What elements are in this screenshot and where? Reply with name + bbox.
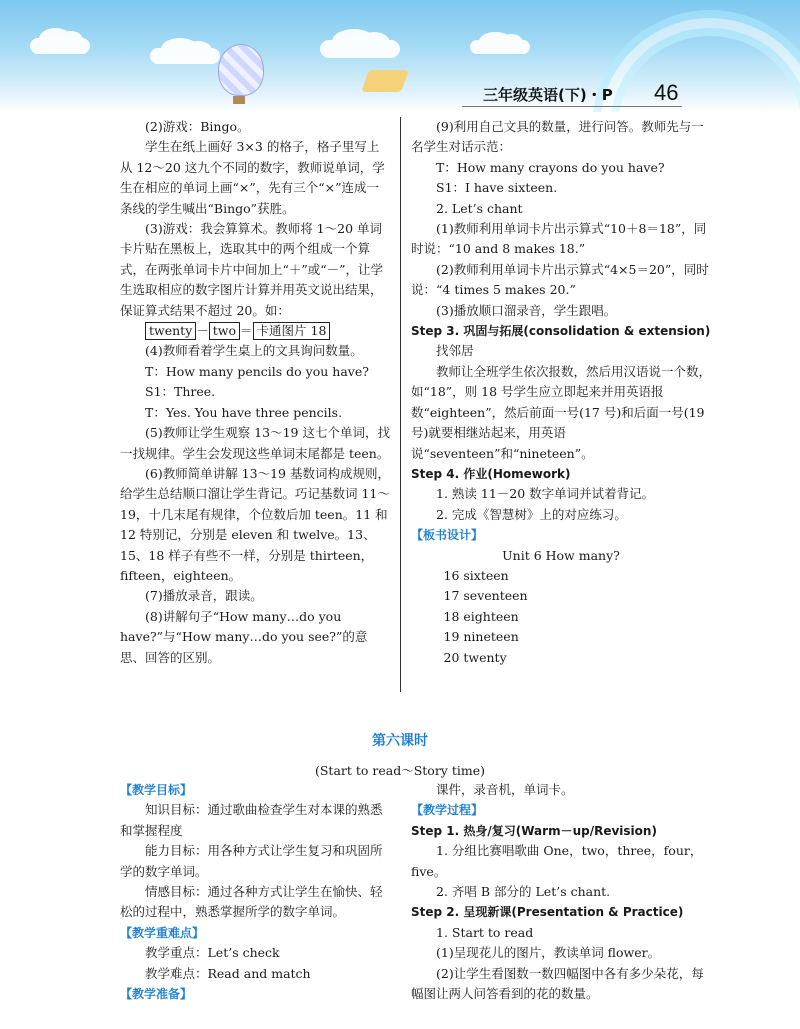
paragraph: (2)让学生看图数一数四幅图中各有多少朵花，每幅图让两人问答看到的花的数量。 [411,965,704,1002]
paragraph: (9)利用自己文具的数量，进行问答。教师先与一名学生对话示范： [411,119,704,155]
hot-air-balloon-icon [218,44,264,96]
board-word: 19 nineteen [443,629,519,645]
paragraph: 能力目标：用各种方式让学生复习和巩固所学的数字单词。 [120,843,383,879]
section-tag-process: 【教学过程】 [411,803,484,818]
picture-card-18: 卡通图片 18 [253,322,331,340]
paragraph: 课件，录音机，单词卡。 [436,782,574,797]
minus-sign: － [196,323,209,339]
section-tag-board-design: 【板书设计】 [411,528,484,543]
section-tag-key-points: 【教学重难点】 [120,925,205,940]
paragraph: 2. 齐唱 B 部分的 Let’s chant. [436,884,611,900]
paragraph: 1. 分组比赛唱歌曲 One，two，three，four，five。 [411,843,703,879]
right-column [411,117,711,668]
step-heading: Step 2. 呈现新课(Presentation & Practice) [411,905,684,920]
cloud-decoration [470,40,530,54]
page-number: 46 [654,80,679,105]
header-banner [0,0,800,112]
bottom-left-column [120,780,390,1004]
bottom-right-column [411,780,711,1004]
board-title: Unit 6 How many? [502,547,620,563]
dialogue-line: S1：Three. [145,384,216,400]
section-tag-objectives: 【教学目标】 [120,783,193,797]
paragraph: (2)教师利用单词卡片出示算式“4×5＝20”，同时说：“4 times 5 makes 20.” [411,261,709,298]
dialogue-line: T：Yes. You have three pencils. [145,404,343,420]
word-card-two: two [209,322,240,340]
dialogue-line: T：How many pencils do you have? [145,363,369,379]
paragraph: 教师让全班学生依次报数，然后用汉语说一个数，如“18”，则 18 号学生应立即起来并用英语报数“eighteen”，然后前面一号(17 号)和后面一号(19 号)就要相继站起来，用英语说“seventeen”和“nineteen”。 [411,363,712,461]
dialogue-line: S1：I have sixteen. [436,180,558,196]
board-word: 17 seventeen [443,588,528,604]
paragraph: (2)游戏：Bingo。 [145,119,250,134]
paragraph: (7)播放录音，跟读。 [145,588,263,604]
section-tag-preparation: 【教学准备】 [120,987,193,1002]
equals-sign: ＝ [240,323,253,339]
activity-name: 找邻居 [436,343,474,359]
paragraph: 教学重点：Let’s check [145,945,280,961]
paragraph: 情感目标：通过各种方式让学生在愉快、轻松的过程中，熟悉掌握所学的数字单词。 [120,884,383,920]
rainbow-decoration [600,18,800,112]
step-heading: Step 3. 巩固与拓展(consolidation & extension) [411,324,711,339]
step-heading: Step 4. 作业(Homework) [411,466,571,481]
paragraph: (1)呈现花儿的图片，教读单词 flower。 [436,945,661,961]
book-title: 三年级英语(下)・P [483,86,613,104]
paragraph: 知识目标：通过歌曲检查学生对本课的熟悉和掌握程度 [120,802,383,838]
header-rule [462,106,682,107]
paragraph: (4)教师看着学生桌上的文具询问数量。 [145,343,363,359]
section-item: 2. Let’s chant [436,200,523,216]
homework-item: 2. 完成《智慧树》上的对应练习。 [436,506,627,522]
kite-icon [361,70,409,92]
paragraph: (5)教师让学生观察 13～19 这七个单词，找一找规律。学生会发现这些单词末尾都是 teen。 [120,425,390,461]
paragraph: (3)游戏：我会算算术。教师将 1～20 单词卡片贴在黑板上，选取其中的两个组成一个算式，在两张单词卡片中间加上“＋”或“－”，让学生选取相应的数字图片计算并用英文说出结果，保证算式结果不超过 20。如： [120,221,384,318]
cloud-decoration [320,40,400,58]
step-heading: Step 1. 热身/复习(Warm－up/Revision) [411,823,657,838]
homework-item: 1. 熟读 11－20 数字单词并试着背记。 [436,486,655,502]
lesson-subtitle: (Start to read～Story time) [314,763,485,778]
lesson-title: 第六课时 [372,733,428,749]
word-card-twenty: twenty [145,322,196,340]
board-word: 20 twenty [443,649,507,665]
paragraph: (1)教师利用单词卡片出示算式“10＋8＝18”，同时说：“10 and 8 makes 18.” [411,221,707,257]
paragraph: 学生在纸上画好 3×3 的格子，格子里写上从 12～20 这九个不同的数字，教师说单词，学生在相应的单词上画“×”，先有三个“×”连成一条线的学生喊出“Bingo”获胜。 [120,139,385,216]
dialogue-line: T：How many crayons do you have? [436,159,665,175]
board-word: 18 eighteen [443,608,519,624]
column-divider [400,117,401,692]
cloud-decoration [30,38,90,54]
cloud-decoration [150,48,220,64]
board-word: 16 sixteen [443,567,509,583]
left-column [120,117,390,668]
section-item: 1. Start to read [436,924,534,940]
paragraph: (6)教师简单讲解 13～19 基数词构成规则，给学生总结顺口溜让学生背记。巧记基数词 11～19，十几末尾有规律，个位数后加 teen。11 和 12 特别记，分别是 eleven 和 twelve。13、15、18 样子有些不一样，分别是 thirteen，fifteen，eighteen。 [120,465,390,583]
paragraph: (8)讲解句子“How many…do you have?”与“How many…do you see?”的意思、回答的区别。 [120,608,368,665]
paragraph: 教学难点：Read and match [145,965,311,981]
paragraph: (3)播放顺口溜录音，学生跟唱。 [436,302,617,318]
balloon-basket-icon [233,96,245,104]
equation-example [120,321,390,341]
